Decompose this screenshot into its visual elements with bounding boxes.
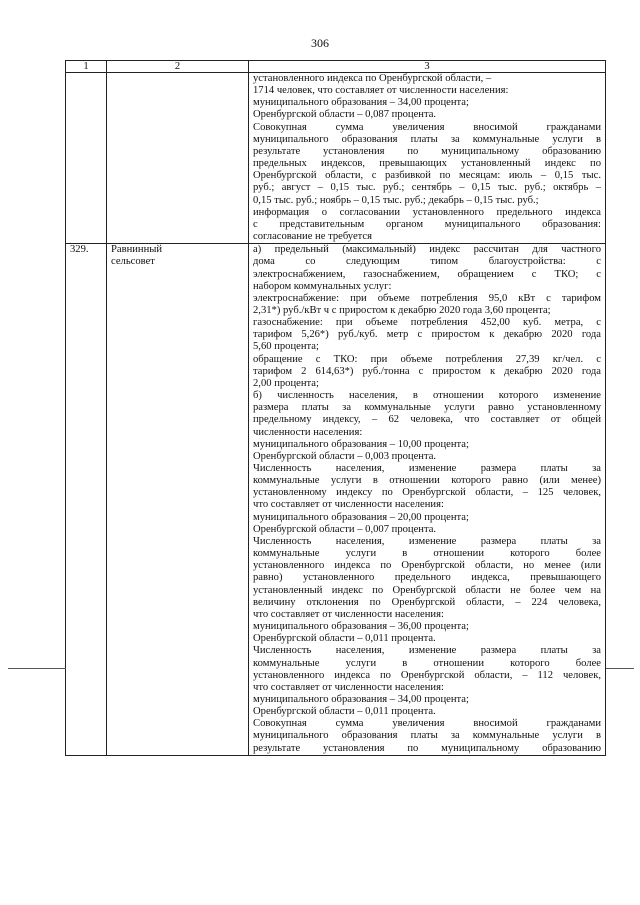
row-329-text	[253, 244, 601, 755]
text-line: муниципального образования – 20,00 процента;	[253, 511, 469, 523]
text-line: установленного индекса по Оренбургской области, но менее (или	[253, 560, 601, 572]
text-line: 5,60 процента;	[253, 341, 319, 353]
scan-line-right	[606, 668, 634, 669]
text-line: результате установления по муниципальному образованию	[253, 742, 601, 754]
row-329-text-cell	[249, 244, 606, 756]
table-row-329	[66, 244, 606, 756]
text-line: установленному индексу по Оренбургской области, – 125 человек,	[253, 487, 601, 499]
text-line: величину отклонения по Оренбургской области, – 224 человека,	[253, 596, 601, 608]
text-line: муниципального образования платы за коммунальные услуги в	[253, 730, 601, 742]
text-line: установленный индекс по Оренбургской области не более чем на	[253, 584, 601, 596]
text-line: коммунальные услуги в отношении которого равно (или менее)	[253, 475, 601, 487]
text-line: Численность населения, изменение размера платы за	[253, 463, 601, 474]
text-line: что составляет от численности населения:	[253, 608, 444, 620]
text-line: муниципального образования – 10,00 процента;	[253, 438, 469, 450]
municipality-name-line-1: Равнинный	[111, 244, 163, 256]
text-line: Совокупная сумма увеличения вносимой гражданами	[253, 718, 601, 730]
text-line: тарифом 2 614,63*) руб./тонна с приростом к декабрю 2020 года	[253, 365, 601, 377]
text-line: с представительным органом муниципального образования:	[253, 218, 601, 230]
text-line: дома со следующим типом благоустройства: с	[253, 256, 601, 268]
text-line: б) численность населения, в отношении которого изменение	[253, 390, 601, 402]
text-line: 2,00 процента;	[253, 377, 319, 389]
text-line: равно) установленного предельного индекса, превышающего	[253, 572, 601, 584]
text-line: предельному индексу, – 62 человека, что составляет от общей	[253, 414, 601, 426]
text-line: Совокупная сумма увеличения вносимой гражданами	[253, 121, 601, 133]
continuation-text	[253, 73, 601, 243]
text-line: Оренбургской области – 0,003 процента.	[253, 450, 437, 462]
text-line: а) предельный (максимальный) индекс рассчитан для частного	[253, 244, 601, 256]
text-line: электроснабжением, газоснабжением, обращением с ТКО; с	[253, 268, 601, 280]
text-line: набором коммунальных услуг:	[253, 280, 392, 292]
text-line: Оренбургской области – 0,011 процента.	[253, 706, 436, 718]
scan-line-left	[8, 668, 66, 669]
header-col-3: 3	[249, 61, 606, 73]
text-line: коммунальные услуги в отношении которого более	[253, 657, 601, 669]
text-line: муниципального образования – 34,00 процента;	[253, 693, 469, 705]
text-line: согласование не требуется	[253, 231, 373, 243]
continuation-name-cell	[107, 73, 249, 244]
text-line: газоснабжение: при объеме потребления 452,00 куб. метра, с	[253, 317, 601, 329]
text-line: установленного индекса по Оренбургской области, –	[253, 73, 492, 84]
text-line: муниципального образования – 34,00 процента;	[253, 97, 469, 109]
continuation-text-cell	[249, 73, 606, 244]
text-line: Оренбургской области – 0,011 процента.	[253, 633, 436, 645]
table-row-continuation	[66, 73, 606, 244]
text-line: результате установления по муниципальному образованию	[253, 145, 601, 157]
row-number: 329.	[66, 244, 107, 756]
text-line: Численность населения, изменение размера платы за	[253, 535, 601, 547]
text-line: Оренбургской области – 0,007 процента.	[253, 523, 437, 535]
text-line: 1714 человек, что составляет от численности населения:	[253, 85, 509, 97]
text-line: Оренбургской области, с разбивкой по месяцам: июль – 0,15 тыс.	[253, 170, 601, 182]
text-line: муниципального образования – 36,00 процента;	[253, 621, 469, 633]
text-line: электроснабжение: при объеме потребления 95,0 кВт с тарифом	[253, 292, 601, 304]
text-line: коммунальные услуги в отношении которого более	[253, 548, 601, 560]
header-col-2: 2	[107, 61, 249, 73]
text-line: информация о согласовании установленного предельного индекса	[253, 206, 601, 218]
text-line: муниципального образования платы за коммунальные услуги в	[253, 133, 601, 145]
text-line: руб.; август – 0,15 тыс. руб.; сентябрь – 0,15 тыс. руб.; октябрь –	[253, 182, 601, 194]
text-line: что составляет от численности населения:	[253, 499, 444, 511]
municipality-name-line-2: сельсовет	[111, 256, 155, 268]
text-line: 2,31*) руб./кВт ч с приростом к декабрю 2020 года 3,60 процента;	[253, 304, 551, 316]
continuation-number-cell	[66, 73, 107, 244]
text-line: тарифом 5,26*) руб./куб. метр с приростом к декабрю 2020 года	[253, 329, 601, 341]
regulation-table	[65, 60, 606, 756]
text-line: установленного индекса по Оренбургской области, – 112 человек,	[253, 669, 601, 681]
text-line: размера платы за коммунальные услуги равно установленному	[253, 402, 601, 414]
header-col-1: 1	[66, 61, 107, 73]
text-line: обращение с ТКО: при объеме потребления 27,39 кг/чел. с	[253, 353, 601, 365]
text-line: Оренбургской области – 0,087 процента.	[253, 109, 437, 121]
page-number: 306	[311, 36, 329, 50]
text-line: что составляет от численности населения:	[253, 681, 444, 693]
municipality-name	[107, 244, 249, 756]
text-line: численности населения:	[253, 426, 363, 438]
text-line: 0,15 тыс. руб.; ноябрь – 0,15 тыс. руб.; декабрь – 0,15 тыс. руб.;	[253, 194, 539, 206]
table-header-row	[66, 61, 606, 73]
text-line: предельных индексов, превышающих установленный индекс по	[253, 158, 601, 170]
text-line: Численность населения, изменение размера платы за	[253, 645, 601, 657]
